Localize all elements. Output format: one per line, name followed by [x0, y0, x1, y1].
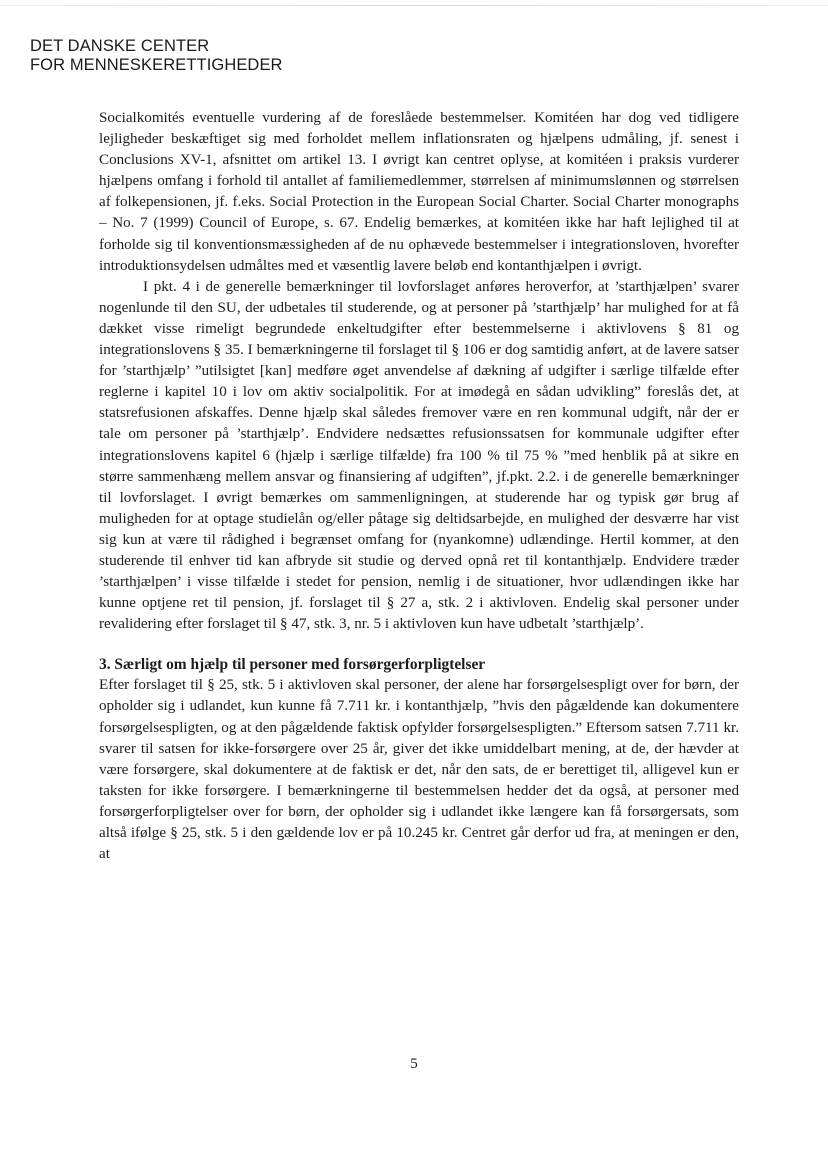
organization-header	[30, 37, 283, 75]
paragraph-1: Socialkomités eventuelle vurdering af de foreslåede bestemmelser. Komitéen har dog ved tidligere lejligheder beskæftiget sig med forholdet mellem inflationsraten og hjælpens udmåling, jf. senest i Conclusions XV-1, afsnittet om artikel 13. I øvrigt kan centret oplyse, at komitéen i praksis vurderer hjælpens omfang i forhold til antallet af familiemedlemmer, størrelsen af minimumslønnen og størrelsen af folkepensionen, jf. f.eks. Social Protection in the European Social Charter. Social Charter monographs – No. 7 (1999) Council of Europe, s. 67. Endelig bemærkes, at komitéen ikke har haft lejlighed til at forholde sig til konventionsmæssigheden af de nu ophævede bestemmelser i integrationsloven, hvorefter introduktionsydelsen udmåltes med et væsentlig lavere beløb end kontanthjælpen i øvrigt.	[99, 110, 739, 274]
paragraph-2: I pkt. 4 i de generelle bemærkninger til lovforslaget anføres heroverfor, at ’starthjælpen’ svarer nogenlunde til den SU, der udbetales til studerende, og at personer på ’starthjælp’ har mulighed for at få dækket visse rimeligt begrundede enkeltudgifter efter bestemmelserne i aktivlovens § 81 og integrationslovens § 35. I bemærkningerne til forslaget til § 106 er dog samtidig anført, at de lavere satser for ’starthjælp’ ”utilsigtet [kan] medføre øget anvendelse af dækning af udgifter i særlige tilfælde efter reglerne i kapitel 10 i lov om aktiv socialpolitik. For at imødegå en sådan udvikling” foreslås det, at statsrefusionen afskaffes. Denne hjælp skal således fremover være en ren kommunal udgift, når der er tale om personer på ’starthjælp’. Endvidere nedsættes refusionssatsen for kommunale udgifter efter integrationslovens kapitel 6 (hjælp i særlige tilfælde) fra 100 % til 75 % ”med henblik på at sikre en større sammenhæng mellem ansvar og finansiering af udgiften”, jf.pkt. 2.2. i de generelle bemærkninger til lovforslaget. I øvrigt bemærkes om sammenligningen, at studerende har og typisk gør brug af muligheden for at optage studielån og/eller påtage sig deltidsarbejde, en mulighed der desværre har vist sig kun at være til rådighed i begrænset omfang for (nyankomne) udlændinge. Hertil kommer, at den studerende til enhver tid kan afbryde sit studie og derved opnå ret til kontanthjælp. Endvidere træder ’starthjælpen’ i visse tilfælde i stedet for pension, nemlig i de situationer, hvor udlændingen ikke har kunne optjene ret til pension, jf. forslaget til § 27 a, stk. 2 i aktivloven. Endelig skal personer under revalidering efter forslaget til § 47, stk. 3, nr. 5 i aktivloven kun have udbetalt ’starthjælp’.	[99, 278, 739, 633]
section-3-paragraph: Efter forslaget til § 25, stk. 5 i aktivloven skal personer, der alene har forsørgelsespligt over for børn, der opholder sig i udlandet, kun kunne få 7.711 kr. i kontanthjælp, ”hvis den pågældende kan dokumentere forsørgelsespligten, og at den pågældende faktisk opfylder forsørgelsespligten.” Eftersom satsen 7.711 kr. svarer til satsen for ikke-forsørgere over 25 år, giver det ikke umiddelbart mening, at de, der hævder at være forsørgere, skal dokumentere at de faktisk er det, når den sats, de er berettiget til, alligevel kun er taksten for ikke forsørgere. I bemærkningerne til bestemmelsen hedder det da også, at personer med forsørgerforpligtelser over for børn, der opholder sig i udlandet ikke længere kan få forsørgersats, som altså ifølge § 25, stk. 5 i den gældende lov er på 10.245 kr. Centret går derfor ud fra, at meningen er den, at	[99, 677, 739, 863]
scan-edge-line	[0, 5, 828, 6]
section-3-heading: 3. Særligt om hjælp til personer med forsørgerforpligtelser	[99, 656, 486, 674]
organization-name-line-2: FOR MENNESKERETTIGHEDER	[30, 56, 283, 74]
organization-name-line-1: DET DANSKE CENTER	[30, 37, 210, 55]
document-body	[99, 108, 739, 865]
page-number: 5	[410, 1056, 418, 1072]
